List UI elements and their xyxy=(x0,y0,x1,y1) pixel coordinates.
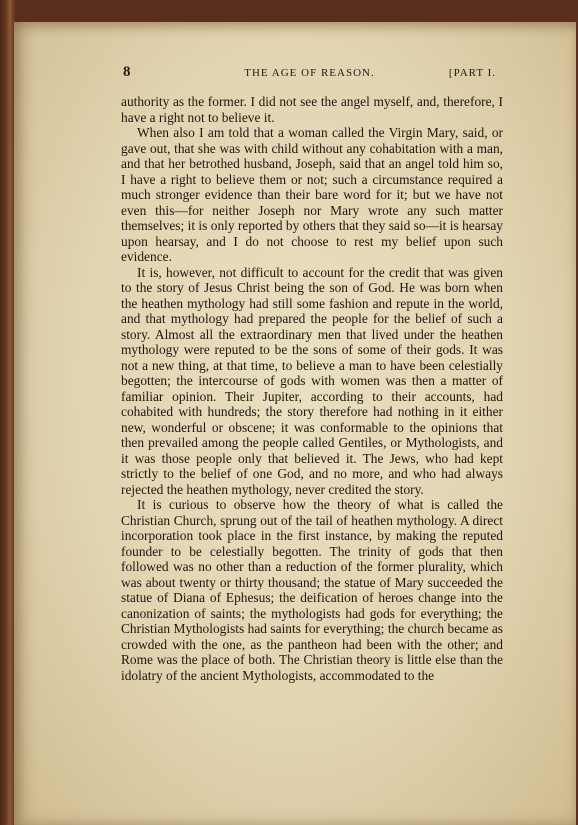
paragraph-continued: authority as the former. I did not see the angel myself, and, therefore, I have a right not to believe it. xyxy=(121,94,503,125)
paragraph-virgin-mary: When also I am told that a woman called the Virgin Mary, said, or gave out, that she was with child without any cohabitation with a man, and that her betrothed husband, Joseph, said that an angel told him so, I have a right to believe them or not; such a circumstance required a much stronger evidence than their bare word for it; but we have not even this—for neither Joseph nor Mary wrote any such matter themselves; it is only reported by others that they said so—it is hearsay upon hearsay, and I do not choose to rest my belief upon such evidence. xyxy=(121,125,503,264)
paragraph-jesus-christ-credit: It is, however, not difficult to account for the credit that was given to the story of Jesus Christ being the son of God. He was born when the heathen mythology had still some fashion and repute in the world, and that mythology had prepared the people for the belief of such a story. Almost all the extraordinary men that lived under the heathen mythology were reputed to be the sons of some of their gods. It was not a new thing, at that time, to believe a man to have been celestially begotten; the intercourse of gods with women was then a matter of familiar opinion. Their Jupiter, according to their accounts, had cohabited with hundreds; the story therefore had nothing in it either new, wonderful or obscene; it was conformable to the opinions that then prevailed among the people called Gentiles, or Mythologists, and it was those people only that believed it. The Jews, who had kept strictly to the belief of one God, and no more, and who had always rejected the heathen mythology, never credited the story. xyxy=(121,264,503,497)
paragraph-christian-theory: It is curious to observe how the theory of what is called the Christian Church, sprung out of the tail of heathen mythology. A direct incorporation took place in the first instance, by making the reputed founder to be celestially begotten. The trinity of gods that then followed was no other than a reduction of the former plurality, which was about twenty or thirty thousand; the statue of Mary succeeded the statue of Diana of Ephesus; the deification of heroes change into the canonization of saints; the mythologists had gods for everything; the Christian Mythologists had saints for everything; the church became as crowded with the one, as the pantheon had been with the other; and Rome was the place of both. The Christian theory is little else than the idolatry of the ancient Mythologists, accommodated to the xyxy=(121,497,503,683)
page-number: 8 xyxy=(123,64,131,80)
part-marker: [PART I. xyxy=(448,67,496,79)
page-header xyxy=(123,64,496,84)
body-text xyxy=(121,94,503,683)
running-title: THE AGE OF REASON. xyxy=(244,67,375,79)
